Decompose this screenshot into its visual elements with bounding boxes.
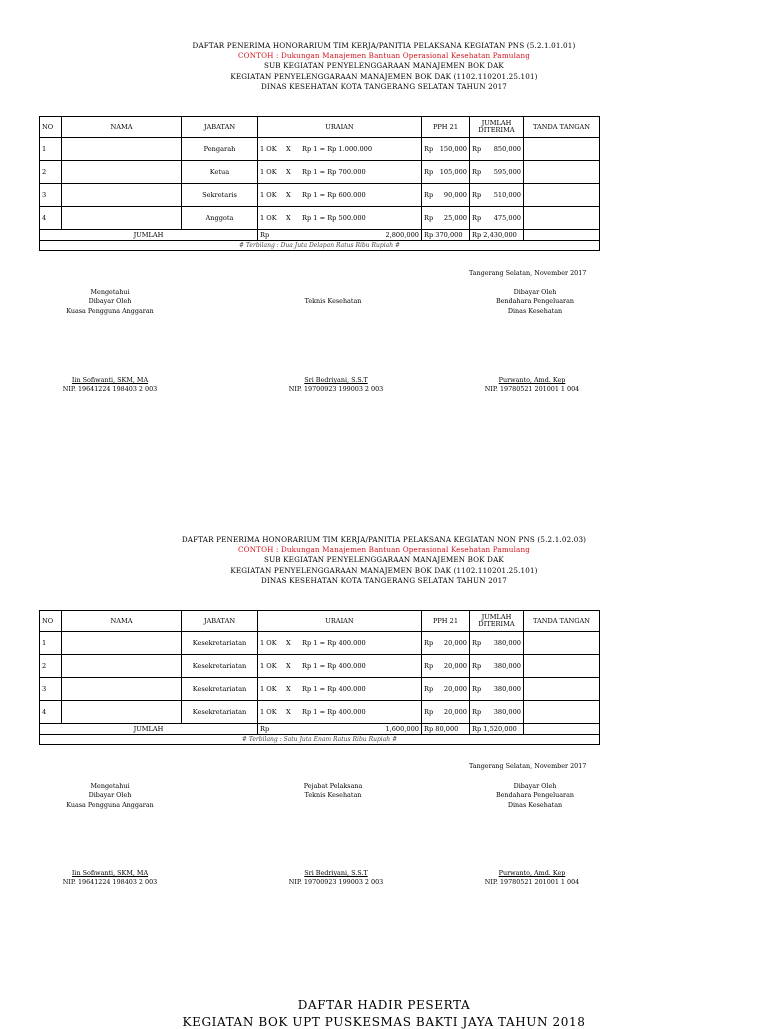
total-amount: 1,600,000	[385, 725, 419, 733]
col-jumlah-line1: JUMLAH	[481, 613, 512, 621]
sig-role: Mengetahui	[90, 782, 130, 790]
sig-role: Dibayar Oleh	[88, 297, 132, 306]
col-jabatan: JABATAN	[182, 611, 258, 632]
total-currency: Rp	[260, 725, 270, 733]
signer-nip: NIP. 19700923 199003 2 003	[288, 878, 384, 887]
total-label: JUMLAH	[40, 724, 258, 735]
pph-currency: Rp	[424, 214, 434, 222]
amount-in-words: # Terbilang : Satu Juta Enam Ratus Ribu Rupiah #	[40, 735, 600, 745]
section1-signer-middle	[276, 376, 396, 395]
table-row	[40, 207, 600, 230]
uraian-rate: Rp 1 = Rp 400.000	[302, 685, 366, 693]
cell-no: 2	[40, 161, 62, 184]
total-row	[40, 230, 600, 241]
uraian-ok: 1 OK	[260, 214, 277, 222]
col-pph: PPH 21	[422, 611, 470, 632]
jumlah-currency: Rp	[472, 685, 482, 693]
sig-role: Kuasa Pengguna Anggaran	[66, 306, 154, 315]
cell-pph	[422, 655, 470, 678]
jumlah-currency: Rp	[472, 168, 482, 176]
sig-role: Dibayar Oleh	[88, 791, 132, 800]
col-pph: PPH 21	[422, 117, 470, 138]
section1-table	[39, 116, 600, 251]
jumlah-currency: Rp	[472, 639, 482, 647]
pph-currency: Rp	[424, 685, 434, 693]
cell-jabatan: Sekretaris	[182, 184, 258, 207]
cell-uraian	[258, 138, 422, 161]
cell-uraian	[258, 678, 422, 701]
cell-jabatan: Kesekretariatan	[182, 632, 258, 655]
total-amount-cell	[258, 230, 422, 241]
jumlah-currency: Rp	[472, 145, 482, 153]
sig-role: Dinas Kesehatan	[507, 800, 563, 809]
uraian-rate: Rp 1 = Rp 1.000.000	[302, 145, 373, 153]
cell-signature	[524, 184, 600, 207]
cell-pph	[422, 632, 470, 655]
pph-currency: Rp	[424, 662, 434, 670]
col-jumlah	[470, 117, 524, 138]
note-row	[40, 241, 600, 251]
col-nama: NAMA	[62, 117, 182, 138]
sig-role: Teknis Kesehatan	[304, 791, 362, 800]
uraian-x: X	[286, 214, 291, 222]
pph-amount: 20,000	[443, 685, 467, 693]
uraian-ok: 1 OK	[260, 708, 277, 716]
uraian-ok: 1 OK	[260, 168, 277, 176]
pph-amount: 25,000	[443, 214, 467, 222]
cell-no: 3	[40, 184, 62, 207]
amount-in-words: # Terbilang : Dua Juta Delapan Ratus Ribu Rupiah #	[40, 241, 600, 251]
col-tanda-tangan: TANDA TANGAN	[524, 117, 600, 138]
col-jumlah	[470, 611, 524, 632]
uraian-x: X	[286, 685, 291, 693]
pph-amount: 150,000	[439, 145, 467, 153]
cell-nama	[62, 138, 182, 161]
cell-nama	[62, 632, 182, 655]
pph-amount: 20,000	[443, 639, 467, 647]
cell-uraian	[258, 184, 422, 207]
section1-title: DAFTAR PENERIMA HONORARIUM TIM KERJA/PANITIA PELAKSANA KEGIATAN PNS (5.2.1.01.01)	[192, 41, 576, 50]
pph-currency: Rp	[424, 639, 434, 647]
cell-no: 3	[40, 678, 62, 701]
jumlah-amount: 595,000	[493, 168, 521, 176]
cell-signature	[524, 701, 600, 724]
cell-jumlah	[470, 138, 524, 161]
section2-signature-middle	[273, 782, 393, 801]
jumlah-currency: Rp	[472, 708, 482, 716]
uraian-x: X	[286, 145, 291, 153]
jumlah-amount: 380,000	[493, 639, 521, 647]
table-row	[40, 678, 600, 701]
sig-role: Teknis Kesehatan	[304, 297, 362, 305]
total-signature	[524, 230, 600, 241]
cell-jabatan: Ketua	[182, 161, 258, 184]
cell-jumlah	[470, 161, 524, 184]
cell-jumlah	[470, 207, 524, 230]
total-currency: Rp	[260, 231, 270, 239]
table-row	[40, 701, 600, 724]
uraian-x: X	[286, 191, 291, 199]
total-pph: Rp 80,000	[422, 724, 470, 735]
section2-signer-middle	[276, 869, 396, 888]
signer-nip: NIP. 19700923 199003 2 003	[288, 385, 384, 394]
jumlah-amount: 510,000	[493, 191, 521, 199]
table-row	[40, 655, 600, 678]
cell-uraian	[258, 701, 422, 724]
section1-signature-left	[50, 288, 170, 316]
section1-signature-middle	[273, 297, 393, 306]
sig-role: Dibayar Oleh	[513, 782, 557, 790]
col-nama: NAMA	[62, 611, 182, 632]
total-pph: Rp 370,000	[422, 230, 470, 241]
cell-jumlah	[470, 632, 524, 655]
total-amount-cell	[258, 724, 422, 735]
total-jumlah: Rp 2,430,000	[470, 230, 524, 241]
sig-role: Mengetahui	[90, 288, 130, 296]
cell-jabatan: Kesekretariatan	[182, 701, 258, 724]
uraian-x: X	[286, 168, 291, 176]
section1-header	[0, 41, 768, 92]
section2-header	[0, 535, 768, 586]
col-jumlah-line2: DITERIMA	[478, 620, 515, 628]
uraian-ok: 1 OK	[260, 145, 277, 153]
cell-pph	[422, 161, 470, 184]
uraian-x: X	[286, 708, 291, 716]
signer-nip: NIP. 19641224 198403 2 003	[62, 878, 158, 887]
col-tanda-tangan: TANDA TANGAN	[524, 611, 600, 632]
cell-signature	[524, 678, 600, 701]
attendance-title: DAFTAR HADIR PESERTA	[297, 998, 471, 1012]
section1-office: DINAS KESEHATAN KOTA TANGERANG SELATAN TAHUN 2017	[260, 81, 508, 91]
cell-jabatan: Anggota	[182, 207, 258, 230]
cell-signature	[524, 161, 600, 184]
cell-nama	[62, 161, 182, 184]
uraian-ok: 1 OK	[260, 639, 277, 647]
uraian-rate: Rp 1 = Rp 400.000	[302, 708, 366, 716]
jumlah-amount: 380,000	[493, 708, 521, 716]
section2-office: DINAS KESEHATAN KOTA TANGERANG SELATAN TAHUN 2017	[260, 575, 508, 585]
cell-signature	[524, 655, 600, 678]
section1-example: CONTOH : Dukungan Manajemen Bantuan Operasional Kesehatan Pamulang	[238, 51, 530, 61]
jumlah-amount: 475,000	[493, 214, 521, 222]
signer-name: Iin Sofiwanti, SKM, MA	[71, 376, 149, 384]
cell-nama	[62, 655, 182, 678]
cell-uraian	[258, 655, 422, 678]
jumlah-amount: 380,000	[493, 685, 521, 693]
jumlah-currency: Rp	[472, 662, 482, 670]
pph-currency: Rp	[424, 191, 434, 199]
col-jumlah-line1: JUMLAH	[481, 119, 512, 127]
jumlah-amount: 850,000	[493, 145, 521, 153]
section2-signature-right	[475, 782, 595, 810]
cell-no: 1	[40, 138, 62, 161]
cell-nama	[62, 184, 182, 207]
cell-jumlah	[470, 678, 524, 701]
uraian-rate: Rp 1 = Rp 700.000	[302, 168, 366, 176]
section1-signer-left	[50, 376, 170, 395]
section2-example: CONTOH : Dukungan Manajemen Bantuan Operasional Kesehatan Pamulang	[238, 545, 530, 555]
cell-jabatan: Pengarah	[182, 138, 258, 161]
table-header-row	[40, 117, 600, 138]
uraian-rate: Rp 1 = Rp 500.000	[302, 214, 366, 222]
cell-no: 4	[40, 207, 62, 230]
cell-nama	[62, 678, 182, 701]
pph-amount: 105,000	[439, 168, 467, 176]
col-jabatan: JABATAN	[182, 117, 258, 138]
jumlah-amount: 380,000	[493, 662, 521, 670]
cell-pph	[422, 701, 470, 724]
cell-jumlah	[470, 184, 524, 207]
table-row	[40, 184, 600, 207]
cell-signature	[524, 207, 600, 230]
pph-amount: 20,000	[443, 662, 467, 670]
table-row	[40, 161, 600, 184]
signer-name: Purwanto, Amd. Kep	[498, 376, 566, 384]
cell-jumlah	[470, 701, 524, 724]
cell-pph	[422, 184, 470, 207]
section2-table	[39, 610, 600, 745]
signer-name: Sri Bedriyani, S.S.T	[304, 376, 368, 384]
section2-signature-left	[50, 782, 170, 810]
uraian-ok: 1 OK	[260, 685, 277, 693]
uraian-ok: 1 OK	[260, 191, 277, 199]
sig-role: Bendahara Pengeluaran	[495, 297, 575, 306]
sig-role: Pejabat Pelaksana	[303, 782, 363, 790]
section1-sub-activity: SUB KEGIATAN PENYELENGGARAAN MANAJEMEN BOK DAK	[264, 61, 504, 71]
section2-signer-left	[50, 869, 170, 888]
section1-date: Tangerang Selatan, November 2017	[469, 269, 587, 277]
section2-signer-right	[472, 869, 592, 888]
cell-signature	[524, 632, 600, 655]
cell-no: 1	[40, 632, 62, 655]
uraian-rate: Rp 1 = Rp 400.000	[302, 639, 366, 647]
cell-pph	[422, 207, 470, 230]
section2-title: DAFTAR PENERIMA HONORARIUM TIM KERJA/PANITIA PELAKSANA KEGIATAN NON PNS (5.2.1.02.03)	[181, 535, 587, 544]
uraian-ok: 1 OK	[260, 662, 277, 670]
pph-currency: Rp	[424, 708, 434, 716]
pph-amount: 90,000	[443, 191, 467, 199]
table-row	[40, 632, 600, 655]
note-row	[40, 735, 600, 745]
cell-nama	[62, 701, 182, 724]
table-header-row	[40, 611, 600, 632]
cell-nama	[62, 207, 182, 230]
cell-jumlah	[470, 655, 524, 678]
pph-currency: Rp	[424, 168, 434, 176]
total-jumlah: Rp 1,520,000	[470, 724, 524, 735]
uraian-x: X	[286, 639, 291, 647]
cell-no: 2	[40, 655, 62, 678]
sig-role: Kuasa Pengguna Anggaran	[66, 800, 154, 809]
jumlah-currency: Rp	[472, 191, 482, 199]
cell-pph	[422, 138, 470, 161]
uraian-rate: Rp 1 = Rp 400.000	[302, 662, 366, 670]
sig-role: Dibayar Oleh	[513, 288, 557, 296]
section2-activity: KEGIATAN PENYELENGGARAAN MANAJEMEN BOK DAK (1102.110201.25.101)	[230, 565, 538, 575]
signer-nip: NIP. 19780521 201001 1 004	[484, 878, 580, 887]
signer-nip: NIP. 19780521 201001 1 004	[484, 385, 580, 394]
cell-uraian	[258, 161, 422, 184]
pph-amount: 20,000	[443, 708, 467, 716]
uraian-x: X	[286, 662, 291, 670]
col-jumlah-line2: DITERIMA	[478, 126, 515, 134]
cell-jabatan: Kesekretariatan	[182, 678, 258, 701]
total-amount: 2,800,000	[385, 231, 419, 239]
section2-date: Tangerang Selatan, November 2017	[469, 762, 587, 770]
col-no: NO	[40, 611, 62, 632]
col-uraian: URAIAN	[258, 611, 422, 632]
total-label: JUMLAH	[40, 230, 258, 241]
section2-sub-activity: SUB KEGIATAN PENYELENGGARAAN MANAJEMEN BOK DAK	[264, 555, 504, 565]
signer-name: Iin Sofiwanti, SKM, MA	[71, 869, 149, 877]
sig-role: Dinas Kesehatan	[507, 306, 563, 315]
uraian-rate: Rp 1 = Rp 600.000	[302, 191, 366, 199]
signer-name: Sri Bedriyani, S.S.T	[304, 869, 368, 877]
col-no: NO	[40, 117, 62, 138]
cell-uraian	[258, 207, 422, 230]
sig-role: Bendahara Pengeluaran	[495, 791, 575, 800]
signer-nip: NIP. 19641224 198403 2 003	[62, 385, 158, 394]
section1-signature-right	[475, 288, 595, 316]
section1-signer-right	[472, 376, 592, 395]
cell-signature	[524, 138, 600, 161]
total-row	[40, 724, 600, 735]
cell-jabatan: Kesekretariatan	[182, 655, 258, 678]
attendance-subtitle: KEGIATAN BOK UPT PUSKESMAS BAKTI JAYA TAHUN 2018	[182, 1015, 586, 1029]
col-uraian: URAIAN	[258, 117, 422, 138]
cell-uraian	[258, 632, 422, 655]
total-signature	[524, 724, 600, 735]
cell-pph	[422, 678, 470, 701]
jumlah-currency: Rp	[472, 214, 482, 222]
cell-no: 4	[40, 701, 62, 724]
section1-activity: KEGIATAN PENYELENGGARAAN MANAJEMEN BOK DAK (1102.110201.25.101)	[230, 71, 538, 81]
signer-name: Purwanto, Amd. Kep	[498, 869, 566, 877]
pph-currency: Rp	[424, 145, 434, 153]
table-row	[40, 138, 600, 161]
